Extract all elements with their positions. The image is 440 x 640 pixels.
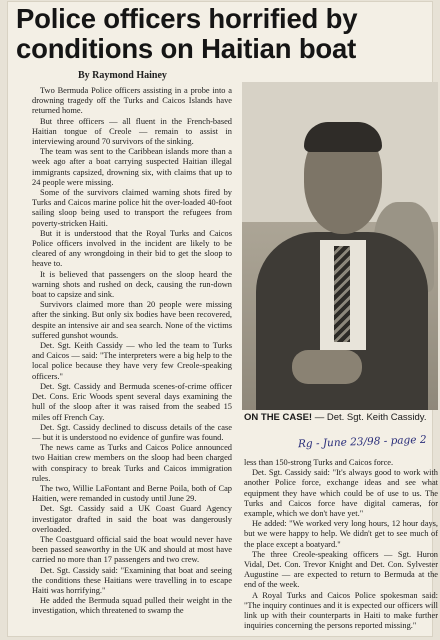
article-byline: By Raymond Hainey <box>78 70 167 81</box>
article-paragraph: The team was sent to the Caribbean islands more than a week ago after a boat carrying suspected Haitian illegal immigrants capsized, drowning six, with claims that up to 24 people were missing. <box>32 147 232 187</box>
article-paragraph: But it is understood that the Royal Turks and Caicos Police officers involved in the incident are likely to be cleared of any wrongdoing in their bid to get the sloop to heave to. <box>32 228 232 269</box>
article-paragraph: Survivors claimed more than 20 people were missing after the sinking. But only six bodies have been recovered, despite an intensive air and sea search. None of the victims suffered gunshot wounds. <box>32 300 232 340</box>
article-headline: Police officers horrified by conditions on Haitian boat <box>16 3 358 64</box>
caption-lead: ON THE CASE! <box>244 412 313 423</box>
article-paragraph: The Coastguard official said the boat would never have been passed seaworthy in the UK and should at most have carried no more than 17 passengers and two crew. <box>32 534 232 565</box>
article-paragraph: It is believed that passengers on the sloop heard the warning shots and rushed on deck, causing the run-down boat to capsize and sink. <box>32 269 232 300</box>
article-body-left-column <box>32 86 232 617</box>
article-paragraph: Det. Sgt. Keith Cassidy — who led the team to Turks and Caicos — said: "The interpreters were a big help to the local police because they have very few Creole-speaking officers." <box>32 341 232 381</box>
newspaper-clipping <box>8 2 438 636</box>
article-paragraph: Some of the survivors claimed warning shots fired by Turks and Caicos marine police hit the over-loaded 40-foot sailing sloop being used to transport the refugees from poverty-stricken Haiti. <box>32 188 232 228</box>
article-paragraph: The news came as Turks and Caicos Police announced two Haitian crew members on the sloop had been charged with conspiracy to break Turks and Caicos immigration rules. <box>32 443 232 483</box>
article-paragraph: But three officers — all fluent in the French-based Haitian tongue of Creole — remain to assist in interviewing around 70 survivors of the sinking. <box>32 116 232 147</box>
article-paragraph: less than 150-strong Turks and Caicos force. <box>244 458 394 467</box>
caption-text: — Det. Sgt. Keith Cassidy. <box>312 412 427 423</box>
article-paragraph: Det. Sgt. Cassidy said a UK Coast Guard Agency investigator drafted in said the boat was dangerously overloaded. <box>32 504 232 534</box>
article-paragraph: He added the Bermuda squad pulled their weight in the investigation, which threatened to swamp the <box>32 596 232 616</box>
article-body-right-column <box>244 458 438 631</box>
article-paragraph: Det. Sgt. Cassidy declined to discuss details of the case — but it is understood no evidence of gunfire was found. <box>32 422 232 442</box>
article-paragraph: A Royal Turks and Caicos Police spokesman said: "The inquiry continues and it is expected our officers will link up with their counterparts in Haiti to make further inquiries concerning the persons reported missing." <box>244 590 438 631</box>
article-paragraph: Det. Sgt. Cassidy and Bermuda scenes-of-crime officer Det. Cons. Eric Woods spent several days examining the hull of the sloop after it was raised from the seabed 15 miles off French Cay. <box>32 381 232 422</box>
photo-hands <box>292 350 362 384</box>
article-paragraph: He added: "We worked very long hours, 12 hour days, but we were happy to help. We didn't get to see much of the place except a boatyard." <box>244 519 438 549</box>
photo-caption <box>244 412 438 423</box>
photo-tie <box>334 246 350 342</box>
article-paragraph: The three Creole-speaking officers — Sgt. Huron Vidal, Det. Con. Trevor Knight and Det. Con. Sylvester Augustine — are expected to return to Bermuda at the end of the week. <box>244 549 438 590</box>
article-paragraph: Det. Sgt. Cassidy said: "It's always good to work with another Police force, exchange ideas and see what equipment they have which could be of use to us. The Turks and Caicos force have digital cameras, for example, which we don't have yet." <box>244 468 438 519</box>
photo-hair <box>304 122 382 152</box>
officer-photo <box>242 82 438 410</box>
article-paragraph: Two Bermuda Police officers assisting in a probe into a drowning tragedy off the Turks and Caicos Islands have returned home. <box>32 86 232 116</box>
handwritten-date-note: Rg - June 23/98 - page 2 <box>297 433 427 451</box>
article-paragraph: The two, Willie LaFontant and Berne Poila, both of Cap Haitien, were remanded in custody until June 29. <box>32 483 232 504</box>
article-paragraph: Det. Sgt. Cassidy said: "Examining that boat and seeing the conditions these Haitians were travelling in to escape Haiti was horrifying." <box>32 565 232 595</box>
